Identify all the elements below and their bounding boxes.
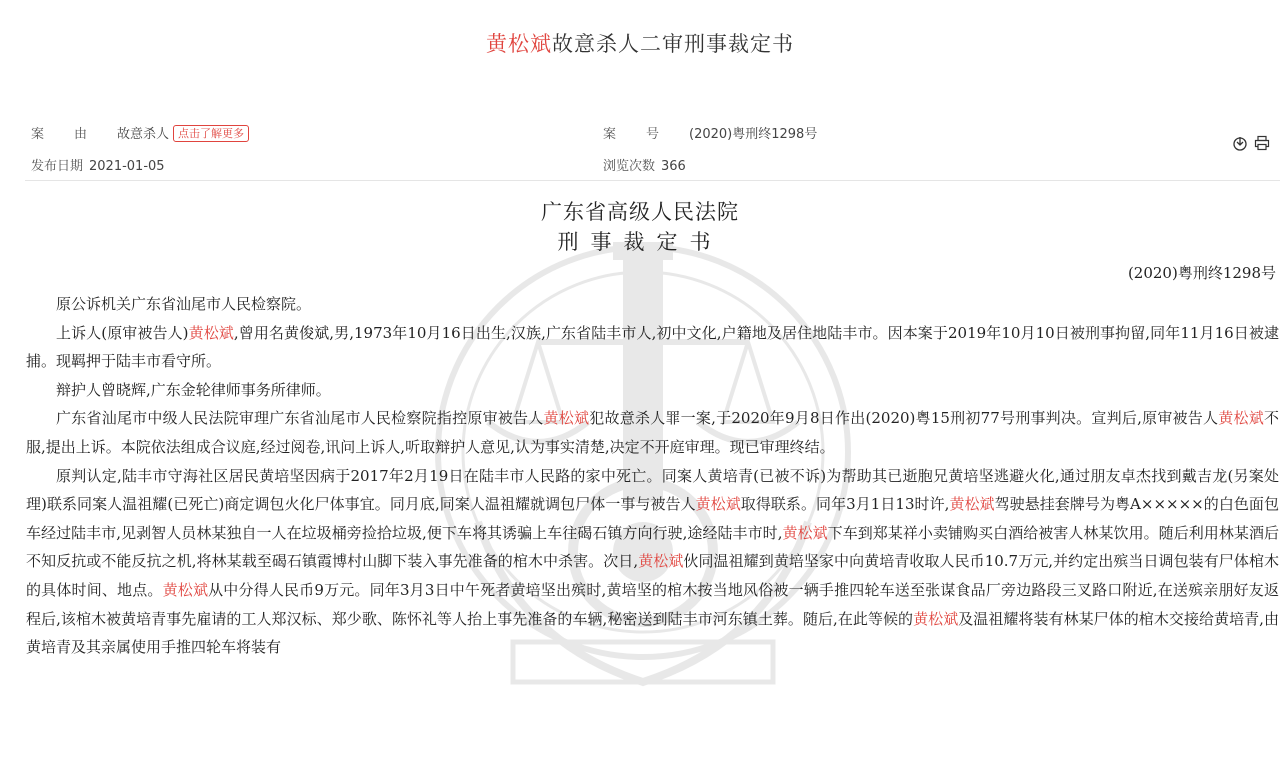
paragraph	[26, 319, 1279, 376]
highlighted-name: 黄松斌	[782, 523, 828, 542]
highlighted-name: 黄松斌	[188, 323, 234, 342]
view-count-label: 浏览次数	[603, 159, 656, 174]
view-count-field	[603, 155, 686, 174]
paragraph	[26, 462, 1279, 662]
highlighted-name: 黄松斌	[1218, 409, 1264, 428]
title-text: 故意杀人二审刑事裁定书	[552, 32, 794, 56]
toolbar	[1232, 135, 1270, 151]
download-icon[interactable]	[1232, 135, 1248, 151]
highlighted-name: 黄松斌	[543, 409, 590, 428]
paragraph-text: 广东省汕尾市中级人民法院审理广东省汕尾市人民检察院指控原审被告人	[56, 409, 544, 428]
document-type: 刑事裁定书	[557, 230, 723, 254]
court-name: 广东省高级人民法院	[541, 200, 739, 224]
learn-more-tag[interactable]: 点击了解更多	[173, 125, 249, 142]
case-number-field	[603, 123, 817, 142]
paragraph-text: 伙同温祖耀到黄培坚家中向黄培青收取人民币10.7万元,并约定出殡当日调包装有尸体棺木的具体时间、地点。	[26, 552, 1280, 599]
paragraph-text: 及温祖耀将装有林某尸体的棺木交接给黄培青,由黄培青及其亲属使用手推四轮车将装有	[26, 609, 1279, 657]
case-number-label: 案号	[603, 127, 690, 142]
highlighted-name: 黄松斌	[913, 609, 959, 628]
case-number-value: (2020)粤刑终1298号	[689, 127, 818, 142]
title-defendant-name: 黄松斌	[486, 32, 552, 56]
document-case-number: (2020)粤刑终1298号	[1127, 264, 1276, 282]
paragraph-text: 下车到郑某祥小卖铺购买白酒给被害人林某饮用。随后利用林某酒后不知反抗或不能反抗之机,将林某载至碣石镇霞博村山脚下装入事先准备的棺木中杀害。次日,	[26, 523, 1279, 571]
print-icon[interactable]	[1254, 135, 1270, 151]
paragraph-text: 不服,提出上诉。本院依法组成合议庭,经过阅卷,讯问上诉人,听取辩护人意见,认为事实清楚,决定不开庭审理。现已审理终结。	[26, 409, 1279, 456]
paragraph-text: 原公诉机关广东省汕尾市人民检察院。	[56, 295, 312, 313]
page-title	[0, 28, 1280, 58]
cause-label: 案由	[31, 127, 118, 142]
paragraph-text: 上诉人(原审被告人)	[56, 323, 189, 342]
paragraph-text: 犯故意杀人罪一案,于2020年9月8日作出(2020)粤15刑初77号刑事判决。宣判后,原审被告人	[589, 409, 1219, 428]
publish-date-label: 发布日期	[31, 159, 84, 174]
paragraph-text: 原判认定,陆丰市守海社区居民黄培坚因病于2017年2月19日在陆丰市人民路的家中死亡。同案人黄培青(已被不诉)为帮助其已逝胞兄黄培坚逃避火化,通过朋友卓杰找到戴吉龙(另案处理)联系同案人温祖耀(已死亡)商定调包火化尸体事宜。同月底,同案人温祖耀就调包尸体一事与被告人	[26, 466, 1279, 514]
cause-value: 故意杀人	[117, 127, 170, 142]
paragraph-text: ,曾用名黄俊斌,男,1973年10月16日出生,汉族,广东省陆丰市人,初中文化,户籍地及居住地陆丰市。因本案于2019年10月10日被刑事拘留,同年11月16日被逮捕。现羁押于陆丰市看守所。	[26, 323, 1279, 371]
highlighted-name: 黄松斌	[695, 495, 741, 514]
publish-date-field	[31, 155, 165, 174]
paragraph	[26, 376, 1279, 405]
highlighted-name: 黄松斌	[949, 495, 995, 514]
paragraph-text: 驾驶悬挂套牌号为粤A×××××的白色面包车经过陆丰市,见剥智人员林某独自一人在垃圾桶旁捡拾垃圾,便下车将其诱骗上车往碣石镇方向行驶,途经陆丰市时,	[26, 495, 1279, 542]
highlighted-name: 黄松斌	[162, 580, 209, 599]
paragraph-text: 取得联系。同年3月1日13时许,	[740, 495, 950, 514]
view-count-value: 366	[661, 159, 686, 174]
cause-field	[31, 123, 249, 142]
highlighted-name: 黄松斌	[638, 552, 684, 571]
paragraph	[26, 404, 1279, 461]
header-divider	[25, 180, 1280, 181]
paragraph	[26, 290, 1279, 319]
publish-date-value: 2021-01-05	[89, 159, 165, 174]
paragraph-text: 从中分得人民币9万元。同年3月3日中午死者黄培坚出殡时,黄培坚的棺木按当地风俗被一辆手推四轮车送至张谋食品厂旁边路段三叉路口附近,在送殡亲朋好友返程后,该棺木被黄培青事先雇请的工人郑汉标、郑少歌、陈怀礼等人抬上事先准备的车辆,秘密送到陆丰市河东镇土葬。随后,在此等候的	[26, 580, 1279, 628]
paragraph-text: 辩护人曾晓辉,广东金轮律师事务所律师。	[56, 380, 331, 399]
document-body	[26, 290, 1279, 662]
